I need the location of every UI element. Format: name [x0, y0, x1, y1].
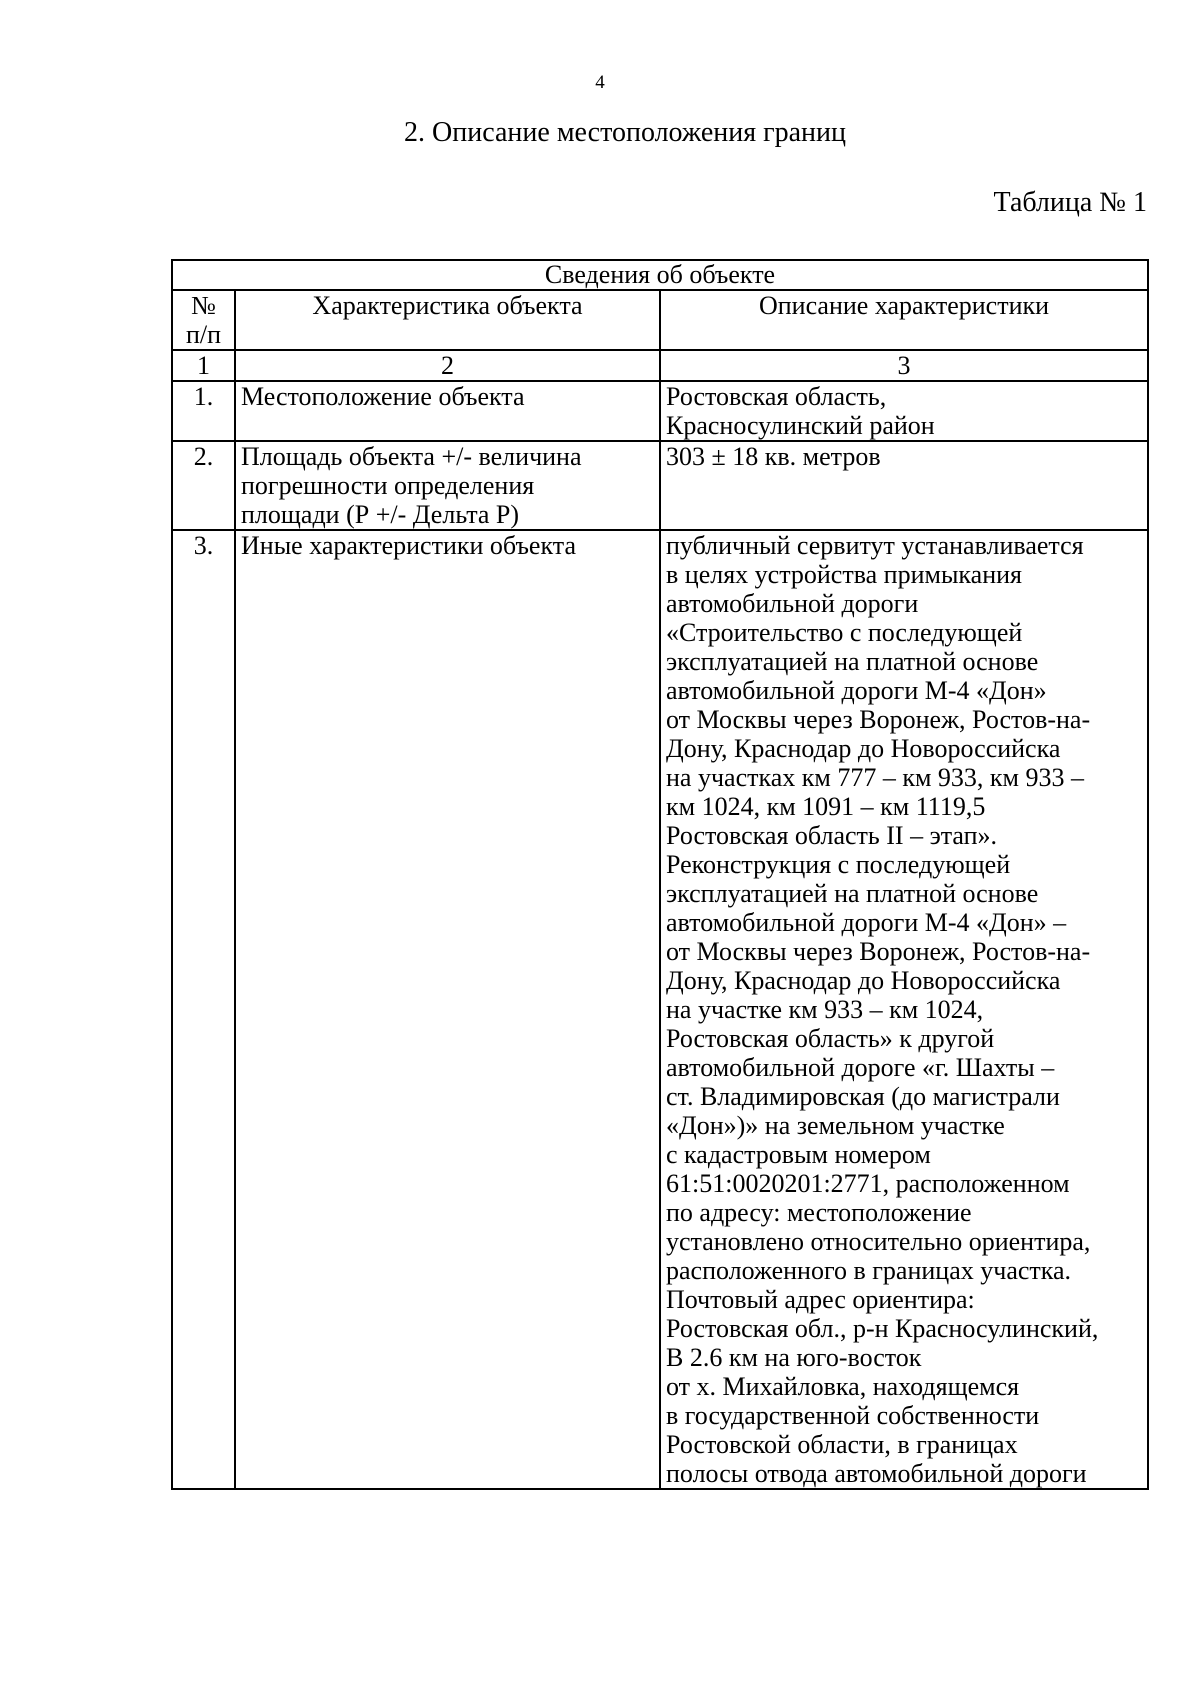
- row-description-line: автомобильной дороге «г. Шахты –: [666, 1053, 1055, 1082]
- row-description-line: км 1024, км 1091 – км 1119,5: [666, 792, 986, 821]
- header-characteristic: Характеристика объекта: [235, 290, 660, 350]
- table-caption: Таблица № 1: [993, 187, 1147, 218]
- row-description-line: Ростовская область,: [666, 382, 887, 411]
- row-description-line: с кадастровым номером: [666, 1140, 931, 1169]
- row-description-line: автомобильной дороги М-4 «Дон» –: [666, 908, 1067, 937]
- row-description-line: эксплуатацией на платной основе: [666, 879, 1039, 908]
- table-row: [172, 441, 1148, 530]
- row-description-line: Красносулинский район: [666, 411, 935, 440]
- row-description-line: в целях устройства примыкания: [666, 560, 1022, 589]
- table-row: [172, 530, 1148, 1489]
- row-characteristic-line: площади (Р +/- Дельта Р): [241, 500, 520, 529]
- object-info-table: [171, 259, 1149, 1490]
- row-description: [660, 381, 1148, 441]
- row-num: 1.: [172, 381, 235, 441]
- row-description-line: Дону, Краснодар до Новороссийска: [666, 734, 1061, 763]
- section-title: 2. Описание местоположения границ: [404, 117, 846, 148]
- header-num: [172, 290, 235, 350]
- header-description: Описание характеристики: [660, 290, 1148, 350]
- column-number: 2: [235, 350, 660, 381]
- row-characteristic: [235, 381, 660, 441]
- column-number-row: [172, 350, 1148, 381]
- header-num-line: п/п: [185, 320, 222, 349]
- row-description-line: полосы отвода автомобильной дороги: [666, 1459, 1087, 1488]
- row-description-line: «Дон»)» на земельном участке: [666, 1111, 1005, 1140]
- row-characteristic-line: Площадь объекта +/- величина: [241, 442, 582, 471]
- row-description-line: на участке км 933 – км 1024,: [666, 995, 984, 1024]
- row-description-line: от х. Михайловка, находящемся: [666, 1372, 1020, 1401]
- column-number: 1: [172, 350, 235, 381]
- row-description-line: ст. Владимировская (до магистрали: [666, 1082, 1060, 1111]
- row-description: [660, 530, 1148, 1489]
- page-number: 4: [595, 72, 605, 93]
- row-characteristic: [235, 530, 660, 1489]
- row-description-line: В 2.6 км на юго-восток: [666, 1343, 922, 1372]
- row-description-line: Ростовская обл., р-н Красносулинский,: [666, 1314, 1099, 1343]
- table-header-row: [172, 290, 1148, 350]
- row-description-line: автомобильной дороги: [666, 589, 919, 618]
- row-description-line: «Строительство с последующей: [666, 618, 1023, 647]
- row-description-line: Почтовый адрес ориентира:: [666, 1285, 975, 1314]
- row-description-line: Ростовская область II – этап».: [666, 821, 998, 850]
- row-characteristic-line: Местоположение объекта: [241, 382, 525, 411]
- row-description-line: установлено относительно ориентира,: [666, 1227, 1091, 1256]
- row-description-line: в государственной собственности: [666, 1401, 1040, 1430]
- row-description-line: расположенного в границах участка.: [666, 1256, 1072, 1285]
- row-characteristic: [235, 441, 660, 530]
- row-num: 2.: [172, 441, 235, 530]
- row-description-line: 303 ± 18 кв. метров: [666, 442, 881, 471]
- table-title: Сведения об объекте: [172, 260, 1148, 290]
- table-title-row: [172, 260, 1148, 290]
- row-description-line: от Москвы через Воронеж, Ростов-на-: [666, 937, 1091, 966]
- row-description-line: публичный сервитут устанавливается: [666, 531, 1084, 560]
- row-description-line: автомобильной дороги М-4 «Дон»: [666, 676, 1047, 705]
- row-description: [660, 441, 1148, 530]
- row-description-line: на участках км 777 – км 933, км 933 –: [666, 763, 1085, 792]
- table-row: [172, 381, 1148, 441]
- column-number: 3: [660, 350, 1148, 381]
- row-description-line: Дону, Краснодар до Новороссийска: [666, 966, 1061, 995]
- header-num-line: №: [191, 291, 216, 320]
- row-description-line: по адресу: местоположение: [666, 1198, 972, 1227]
- row-description-line: 61:51:0020201:2771, расположенном: [666, 1169, 1070, 1198]
- row-description-line: эксплуатацией на платной основе: [666, 647, 1039, 676]
- row-description-line: Ростовской области, в границах: [666, 1430, 1018, 1459]
- row-description-line: Реконструкция с последующей: [666, 850, 1011, 879]
- row-num: 3.: [172, 530, 235, 1489]
- row-characteristic-line: Иные характеристики объекта: [241, 531, 576, 560]
- row-characteristic-line: погрешности определения: [241, 471, 535, 500]
- row-description-line: Ростовская область» к другой: [666, 1024, 995, 1053]
- row-description-line: от Москвы через Воронеж, Ростов-на-: [666, 705, 1091, 734]
